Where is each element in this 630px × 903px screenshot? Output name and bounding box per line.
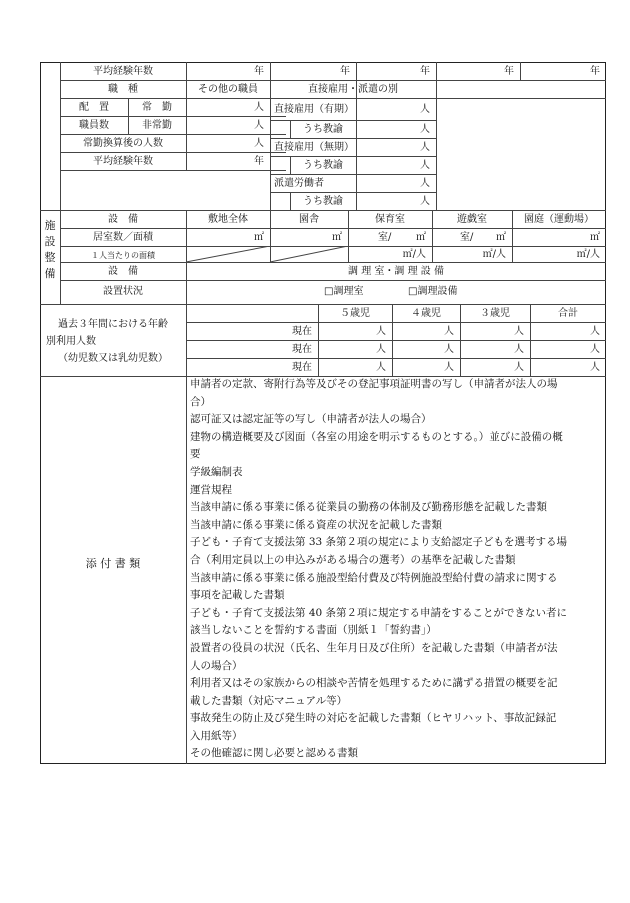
sqm-unit: ㎡ (590, 232, 600, 243)
avg-exp-label-2: 平均経験年数 (93, 156, 153, 167)
attachment-line: 載した書類（対応マニュアル等） (190, 694, 348, 707)
attachment-line: 子ども・子育て支援法第 40 条第２項に規定する申請をすることができない者に (190, 606, 568, 619)
person-unit: 人 (420, 178, 430, 189)
attachment-line: 当該申請に係る事業に係る施設型給付費及び特例施設型給付費の請求に関する (190, 571, 558, 584)
users-label: 過去３年間における年齢 別利用人数 （幼児数又は乳幼児数） (46, 319, 168, 364)
col-playroom: 遊戯室 (457, 214, 487, 225)
setsubi-label: 設 備 (108, 214, 138, 225)
sqm-unit: ㎡ (254, 232, 264, 243)
attachment-line: その他確認に関し必要と認める書類 (190, 747, 358, 760)
attachment-line: 設置者の役員の状況（氏名、生年月日及び住所）を記載した書類（申請者が法 (190, 641, 558, 654)
facility-section-label: 施 設 整 備 (44, 219, 56, 280)
room-unit: 室/ (378, 232, 392, 243)
sqm-unit: ㎡ (416, 232, 426, 243)
room-unit: 室/ (460, 232, 474, 243)
person-unit: 人 (420, 142, 430, 153)
age4-header: ４歳児 (411, 308, 441, 319)
person-unit: 人 (420, 160, 430, 171)
current-label: 現在 (292, 344, 312, 355)
attachment-line: 学級編制表 (190, 465, 243, 478)
year-unit: 年 (254, 66, 264, 77)
current-label: 現在 (292, 326, 312, 337)
attachment-line: 該当しないことを誓約する書面（別紙１「誓約書」） (190, 624, 437, 637)
per-person-area-label: １人当たりの面積 (91, 251, 155, 260)
haichi-label: 配 置 (79, 102, 109, 113)
kitchen-equip-checkbox[interactable]: □調理設備 (408, 286, 458, 297)
person-unit: 人 (420, 124, 430, 135)
current-label: 現在 (292, 362, 312, 373)
year-unit: 年 (254, 156, 264, 167)
converted-label: 常勤換算後の人数 (83, 138, 163, 149)
shokuinsu-label: 職員数 (79, 120, 109, 131)
year-unit: 年 (420, 66, 430, 77)
attachment-line: 要 (190, 448, 201, 461)
kitchen-room-checkbox[interactable]: □調理室 (324, 286, 364, 297)
hijoukin-label: 非常勤 (142, 120, 172, 131)
attachment-line: 入用紙等） (190, 729, 243, 742)
age3-header: ３歳児 (480, 308, 510, 319)
attachment-line: 当該申請に係る事業に係る従業員の勤務の体制及び勤務形態を記載した書類 (190, 501, 547, 514)
person-unit: 人 (254, 120, 264, 131)
person-unit: 人 (420, 104, 430, 115)
person-unit: 人 (254, 138, 264, 149)
dispatched-label: 派遣労働者 (274, 178, 324, 189)
attachment-line: 建物の構造概要及び図面（各室の用途を明示するものとする。）並びに設備の概 (190, 430, 563, 443)
attachment-line: 人の場合） (190, 659, 243, 672)
attachment-line: 合） (190, 395, 211, 408)
total-header: 合計 (558, 308, 578, 319)
attachment-line: 申請者の定款、寄附行為等及びその登記事項証明書の写し（申請者が法人の場 (190, 378, 558, 390)
direct-indef-label: 直接雇用（無期） (274, 142, 354, 153)
rooms-area-label: 居室数／面積 (93, 232, 153, 243)
shokushu-label: 職 種 (108, 84, 138, 95)
attachments-label: 添 付 書 類 (85, 557, 141, 570)
age5-header: ５歳児 (340, 308, 370, 319)
attachment-line: 当該申請に係る事業に係る資産の状況を記載した書類 (190, 518, 442, 531)
col-nursery: 保育室 (375, 214, 405, 225)
direct-dispatch-label: 直接雇用・派遣の別 (308, 84, 398, 95)
attachment-line: 合（利用定員以上の申込みがある場合の選考）の基準を記載した書類 (190, 553, 516, 566)
sqm-per-person: ㎡/人 (482, 249, 506, 260)
year-unit: 年 (590, 66, 600, 77)
direct-fixed-label: 直接雇用（有期） (274, 104, 354, 115)
avg-exp-label: 平均経験年数 (93, 66, 153, 77)
attachment-line: 事故発生の防止及び発生時の対応を記載した書類（ヒヤリハット、事故記録記 (190, 712, 557, 725)
sqm-unit: ㎡ (496, 232, 506, 243)
year-unit: 年 (504, 66, 514, 77)
setsubi-label-2: 設 備 (108, 266, 138, 277)
attachment-line: 子ども・子育て支援法第 33 条第２項の規定により支給認定子どもを選考する場 (190, 536, 568, 549)
attachments-list (190, 376, 600, 763)
sqm-per-person: ㎡/人 (576, 249, 600, 260)
kitchen-header: 調 理 室・調 理 設 備 (348, 266, 444, 277)
attachment-line: 認可証又は認定証等の写し（申請者が法人の場合） (190, 413, 432, 426)
other-staff-label: その他の職員 (198, 84, 258, 95)
teacher-label: うち教諭 (303, 160, 343, 171)
col-yard: 園庭（運動場） (524, 214, 594, 225)
year-unit: 年 (340, 66, 350, 77)
person-unit: 人 (254, 102, 264, 113)
attachment-line: 事項を記載した書類 (190, 589, 285, 602)
attachment-line: 利用者又はその家族からの相談や苦情を処理するために講ずる措置の概要を記 (190, 677, 558, 690)
attachment-line: 運営規程 (190, 483, 232, 496)
teacher-label: うち教諭 (303, 124, 343, 135)
status-label: 設置状況 (103, 286, 143, 297)
col-site: 敷地全体 (208, 214, 248, 225)
joukin-label: 常 勤 (142, 102, 172, 113)
teacher-label: うち教諭 (303, 196, 343, 207)
sqm-unit: ㎡ (332, 232, 342, 243)
person-unit: 人 (420, 196, 430, 207)
sqm-per-person: ㎡/人 (402, 249, 426, 260)
col-building: 園舎 (299, 214, 319, 225)
